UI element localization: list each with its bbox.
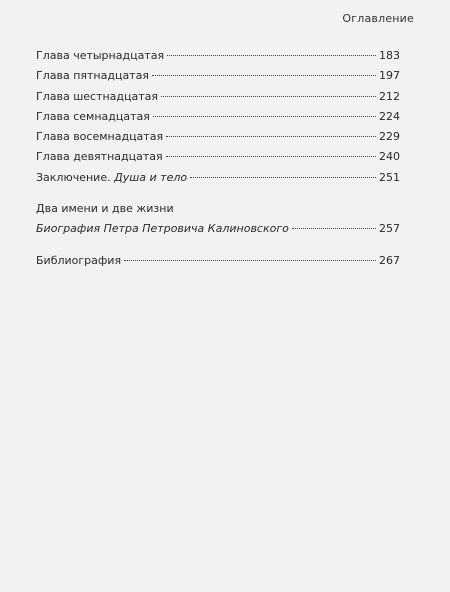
- toc-entry-chapter-18[interactable]: [36, 127, 400, 147]
- toc-entry-title: Биография Петра Петровича Калиновского: [36, 222, 289, 236]
- toc-entry-chapter-17[interactable]: [36, 107, 400, 127]
- toc-entry-page: 224: [379, 109, 400, 123]
- toc-entry-title: Библиография: [36, 254, 122, 268]
- toc-entry-title: Глава восемнадцатая: [36, 130, 164, 144]
- toc-entry-conclusion[interactable]: [36, 168, 400, 188]
- toc-entry-chapter-16[interactable]: [36, 87, 400, 107]
- toc-entry-page: 240: [379, 150, 400, 164]
- toc-entry-page: 183: [379, 49, 400, 62]
- dot-leader: [153, 116, 376, 117]
- table-of-contents: [36, 46, 400, 272]
- toc-entry-page: 197: [379, 69, 400, 83]
- dot-leader: [292, 228, 376, 229]
- toc-entry-title: Глава девятнадцатая: [36, 150, 163, 164]
- dot-leader: [161, 96, 376, 97]
- dot-leader: [166, 156, 376, 157]
- toc-entry-page: 229: [379, 130, 400, 144]
- conclusion-subtitle: Душа и тело: [114, 170, 188, 184]
- dot-leader: [124, 260, 376, 261]
- toc-entry-chapter-15[interactable]: [36, 66, 400, 86]
- section-heading: Два имени и две жизни: [36, 202, 174, 216]
- toc-entry-chapter-19[interactable]: [36, 147, 400, 167]
- toc-entry-title: Глава пятнадцатая: [36, 69, 149, 83]
- dot-leader: [152, 75, 376, 76]
- dot-leader: [190, 177, 376, 178]
- running-head: Оглавление: [342, 12, 414, 25]
- toc-entry-bibliography[interactable]: [36, 251, 400, 271]
- toc-entry-page: 212: [379, 89, 400, 103]
- dot-leader: [167, 55, 376, 56]
- toc-entry-chapter-14[interactable]: [36, 46, 400, 66]
- toc-entry-page: 257: [379, 222, 400, 236]
- toc-entry-page: 267: [379, 254, 400, 268]
- spacer: [36, 239, 400, 251]
- conclusion-label: Заключение.: [36, 170, 111, 184]
- toc-entry-title: Глава четырнадцатая: [36, 49, 165, 62]
- dot-leader: [166, 136, 376, 137]
- toc-entry-page: 251: [379, 170, 400, 184]
- toc-entry-biography[interactable]: [36, 219, 400, 239]
- toc-entry-title: Глава шестнадцатая: [36, 89, 159, 103]
- toc-entry-title: [36, 168, 187, 188]
- toc-entry-title: Глава семнадцатая: [36, 109, 150, 123]
